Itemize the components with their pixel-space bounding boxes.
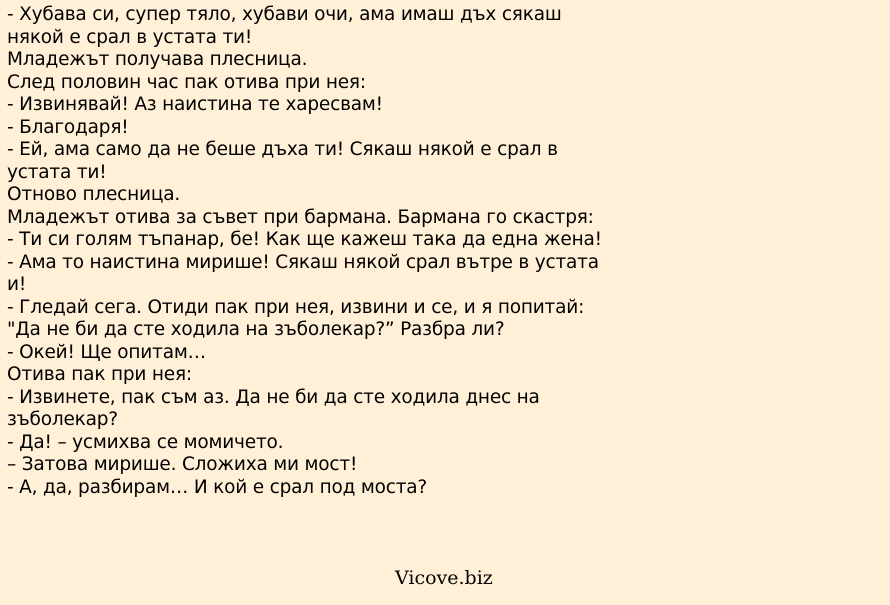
joke-line: – Затова мирише. Сложиха ми мост! [7, 454, 358, 475]
joke-line: "Да не би да сте ходила на зъболекар?” Разбра ли? [7, 319, 505, 340]
joke-line: - Окей! Ще опитам… [7, 341, 206, 363]
joke-line: Младежът отива за съвет при бармана. Бармана го скастря: [7, 206, 594, 228]
joke-line: Отива пак при нея: [7, 364, 192, 385]
joke-line: - Ти си голям тъпанар, бе! Как ще кажеш така да една жена! [7, 229, 602, 250]
joke-line: устата ти! [7, 161, 107, 183]
joke-line: - Извинявай! Аз наистина те харесвам! [7, 94, 383, 115]
joke-line: - Да! – усмихва се момичето. [7, 431, 284, 453]
joke-line: някой е срал в устата ти! [7, 26, 253, 48]
joke-text-block [7, 4, 883, 499]
joke-line: - Благодаря! [7, 116, 129, 138]
joke-line: - Ама то наистина мирише! Сякаш някой срал вътре в устата [7, 251, 599, 273]
joke-line: След половин час пак отива при нея: [7, 71, 366, 93]
joke-line: - Хубава си, супер тяло, хубави очи, ама имаш дъх сякаш [7, 4, 562, 25]
joke-line: и! [7, 274, 27, 295]
site-watermark: Vicove.biz [395, 567, 493, 589]
joke-line: Младежът получава плесница. [7, 49, 308, 70]
joke-line: - Ей, ама само да не беше дъха ти! Сякаш някой е срал в [7, 139, 558, 160]
joke-line: зъболекар? [7, 409, 118, 430]
joke-line: - Гледай сега. Отиди пак при нея, извини и се, и я попитай: [7, 296, 585, 318]
joke-line: - А, да, разбирам… И кой е срал под моста? [7, 476, 428, 498]
joke-line: - Извинете, пак съм аз. Да не би да сте ходила днес на [7, 386, 540, 408]
joke-line: Отново плесница. [7, 184, 181, 205]
